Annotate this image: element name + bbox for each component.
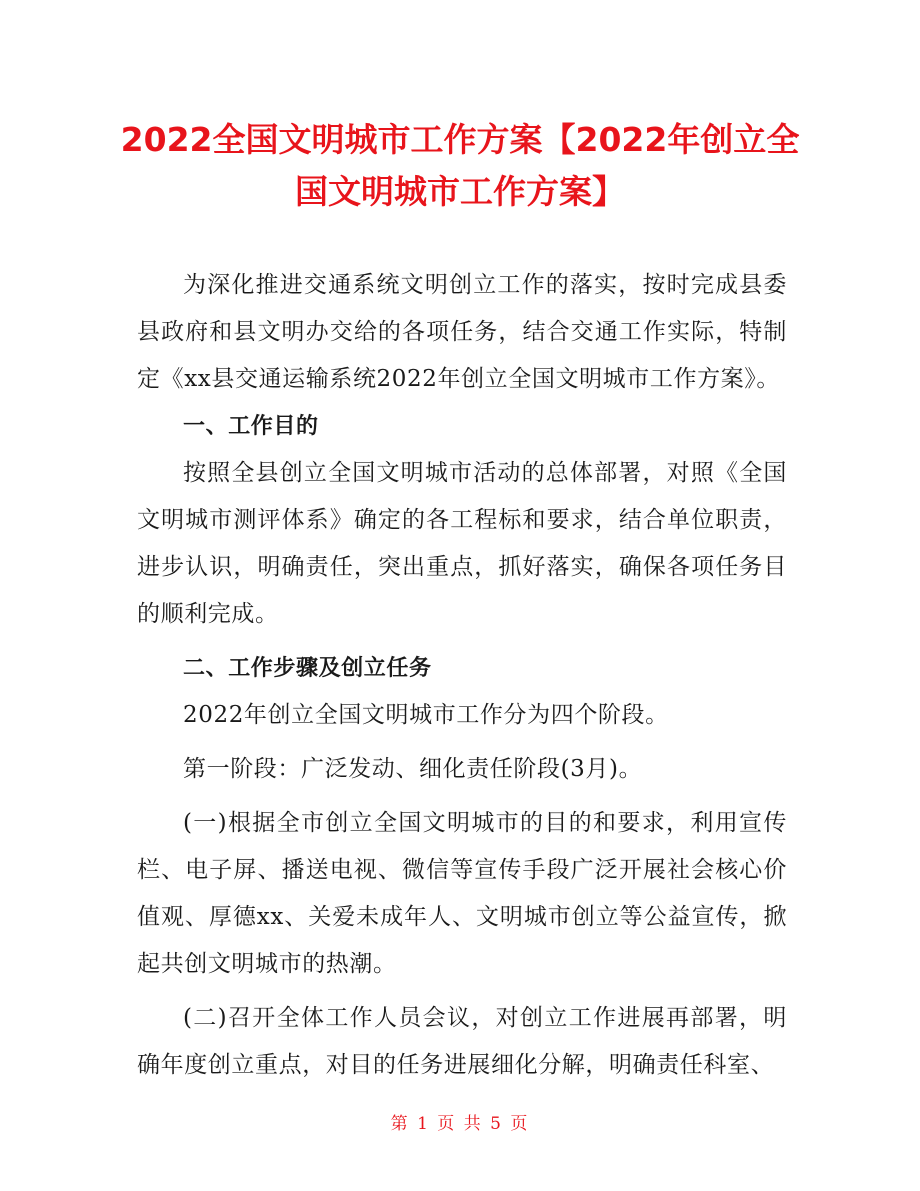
section-heading-steps: 二、工作步骤及创立任务 <box>183 656 432 681</box>
task-one-paragraph: (一)根据全市创立全国文明城市的目的和要求，利用宣传栏、电子屏、播送电视、微信等宣传手段广泛开展社会核心价值观、厚德xx、关爱未成年人、文明城市创立等公益宣传，掀起共创文明城市的热潮。 <box>137 810 787 977</box>
stage-one-paragraph: 第一阶段：广泛发动、细化责任阶段(3月)。 <box>183 756 643 782</box>
document-title-line-2: 国文明城市工作方案】 <box>295 172 625 211</box>
intro-paragraph: 为深化推进交通系统文明创立工作的落实，按时完成县委县政府和县文明办交给的各项任务，结合交通工作实际，特制定《xx县交通运输系统2022年创立全国文明城市工作方案》。 <box>137 272 787 392</box>
task-two-paragraph: (二)召开全体工作人员会议，对创立工作进展再部署，明确年度创立重点，对目的任务进展细化分解，明确责任科室、 <box>137 1005 787 1078</box>
document-body <box>137 262 787 1089</box>
section-heading-goals: 一、工作目的 <box>183 414 319 439</box>
document-title-line-1: 2022全国文明城市工作方案【2022年创立全 <box>120 120 800 159</box>
page-number-footer: 第 1 页 共 5 页 <box>390 1114 530 1134</box>
goals-paragraph: 按照全县创立全国文明城市活动的总体部署，对照《全国文明城市测评体系》确定的各工程标和要求，结合单位职责，进步认识，明确责任，突出重点，抓好落实，确保各项任务目的顺利完成。 <box>137 460 787 627</box>
stages-paragraph: 2022年创立全国文明城市工作分为四个阶段。 <box>183 702 669 728</box>
